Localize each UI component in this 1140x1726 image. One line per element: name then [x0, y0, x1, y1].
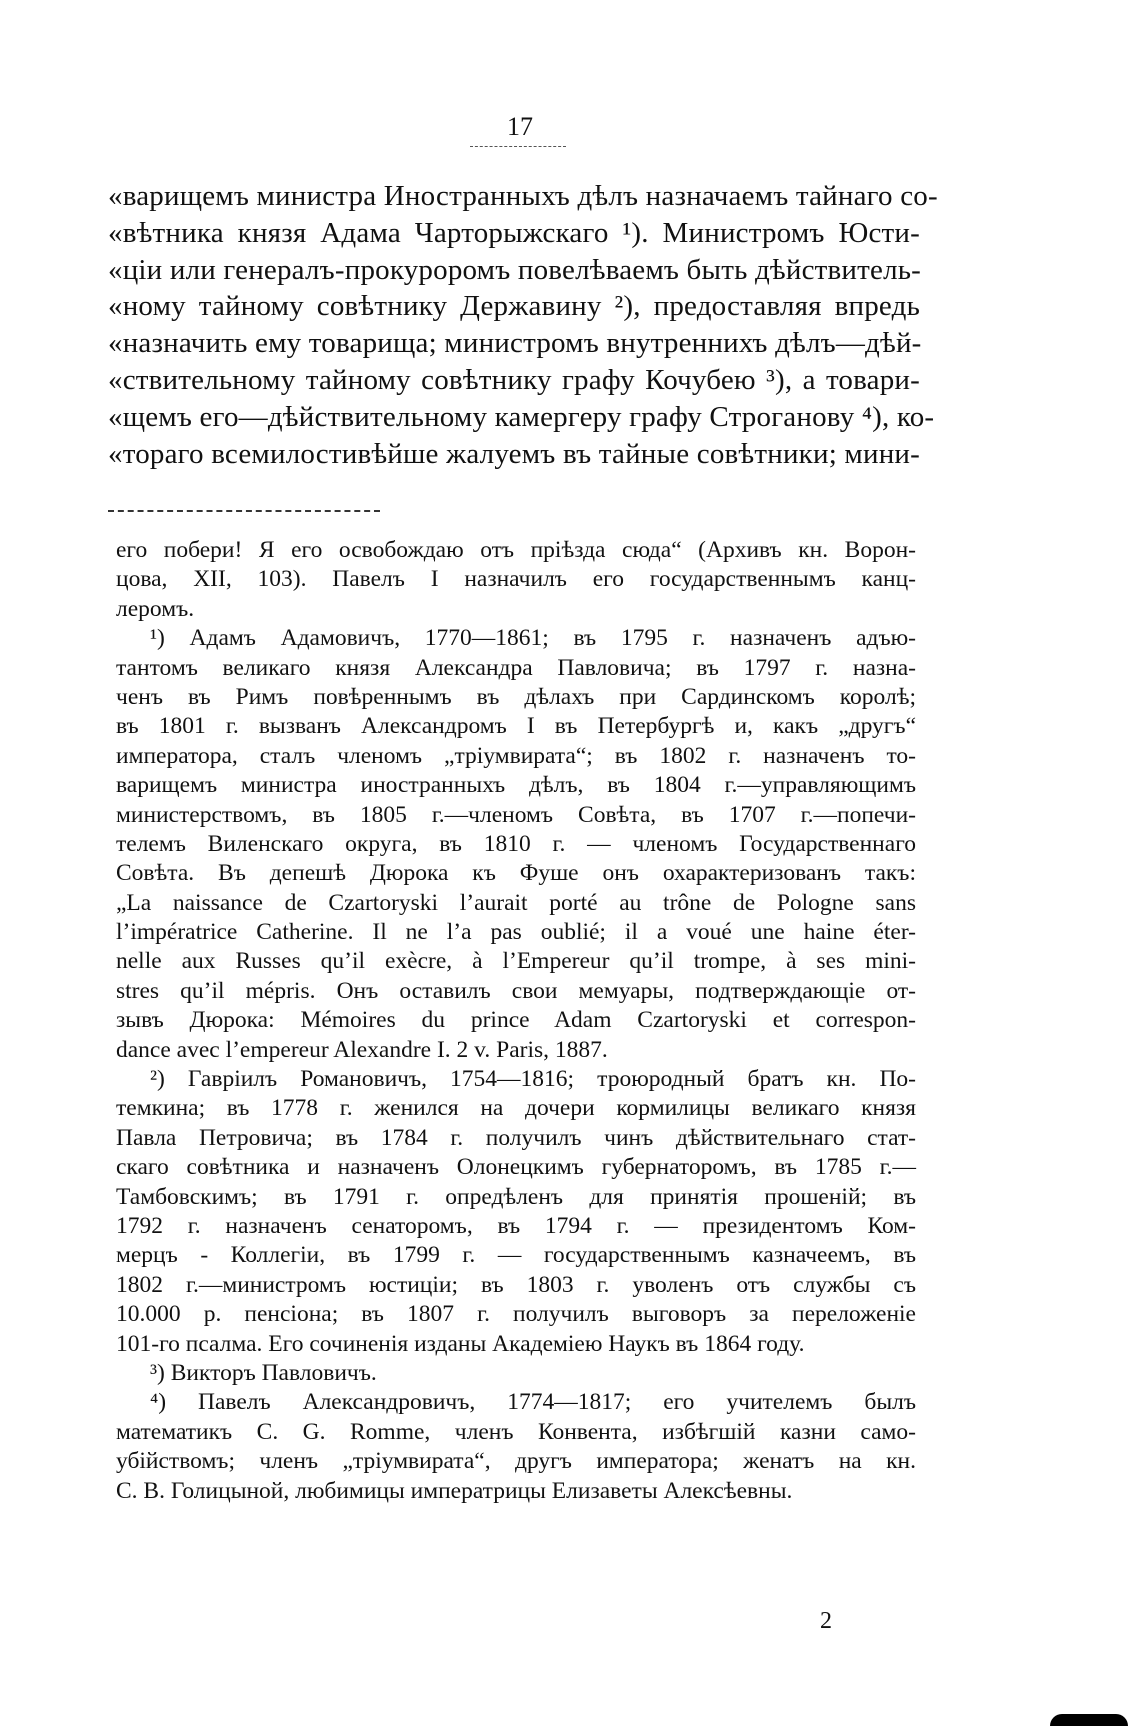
footnote-line: 10.000 р. пенсіона; въ 1807 г. получилъ выговоръ за переложеніе — [116, 1301, 916, 1328]
footnote-line: stres qu’il mépris. Онъ оставилъ свои мемуары, подтверждающіе от- — [116, 977, 916, 1004]
footnote-line: ¹) Адамъ Адамовичъ, 1770—1861; въ 1795 г. назначенъ адъю- — [150, 625, 916, 652]
footnote-line: убійствомъ; членъ „тріумвирата“, другъ императора; женатъ на кн. — [116, 1448, 916, 1475]
footnote-line: въ 1801 г. вызванъ Александромъ I въ Петербургѣ и, какъ „другъ“ — [116, 713, 916, 740]
footnote-line: тантомъ великаго князя Александра Павловича; въ 1797 г. назна- — [116, 654, 916, 681]
footnote-line: 1792 г. назначенъ сенаторомъ, въ 1794 г. — президентомъ Ком- — [116, 1212, 916, 1239]
main-text-line: «щемъ его—дѣйствительному камергеру графу Строганову ⁴), ко- — [108, 400, 935, 433]
footnote-line: Совѣта. Въ депешѣ Дюрока къ Фуше онъ охарактеризованъ такъ: — [116, 860, 916, 887]
footnote-line: nelle aux Russes qu’il exècre, à l’Empereur qu’il trompe, à ses mini- — [116, 948, 916, 975]
signature-mark: 2 — [820, 1608, 832, 1634]
footnote-line: ченъ въ Римъ повѣреннымъ въ дѣлахъ при Сардинскомъ королѣ; — [116, 683, 916, 710]
footnote-line: темкина; въ 1778 г. женился на дочери кормилицы великаго князя — [116, 1095, 916, 1122]
main-text-line: «варищемъ министра Иностранныхъ дѣлъ назначаемъ тайнаго со- — [108, 180, 938, 212]
main-text-line: «ному тайному совѣтнику Державину ²), предоставляя впредь — [108, 290, 920, 323]
corner-scan-mark — [1050, 1714, 1128, 1726]
main-text-line: «ствительному тайному совѣтнику графу Кочубею ³), а товари- — [108, 363, 920, 396]
footnote-separator — [108, 510, 380, 512]
footnote-line: dance avec l’empereur Alexandre I. 2 v. Paris, 1887. — [116, 1036, 608, 1063]
footnote-line: скаго совѣтника и назначенъ Олонецкимъ губернаторомъ, въ 1785 г.— — [116, 1154, 916, 1181]
footnote-line: ²) Гавріилъ Романовичъ, 1754—1816; троюродный братъ кн. По- — [150, 1066, 916, 1093]
footnote-line: цова, XII, 103). Павелъ I назначилъ его государственнымъ канц- — [116, 566, 916, 593]
footnote-line: мерцъ - Коллегіи, въ 1799 г. — государственнымъ казначеемъ, въ — [116, 1242, 916, 1269]
footnote-line: Тамбовскимъ; въ 1791 г. опредѣленъ для принятія прошеній; въ — [116, 1183, 916, 1210]
footnote-line: зывъ Дюрока: Mémoires du prince Adam Czartoryski et correspon- — [116, 1007, 916, 1034]
footnote-line: его побери! Я его освобождаю отъ пріѣзда сюда“ (Архивъ кн. Ворон- — [116, 537, 916, 563]
footnote-line: телемъ Виленскаго округа, въ 1810 г. — членомъ Государственнаго — [116, 830, 916, 857]
footnote-line: 1802 г.—министромъ юстиціи; въ 1803 г. уволенъ отъ службы съ — [116, 1271, 916, 1298]
footnote-line: леромъ. — [116, 595, 195, 622]
footnote-line: „La naissance de Czartoryski l’aurait porté au trône de Pologne sans — [116, 889, 916, 916]
footnote-line: С. В. Голицыной, любимицы императрицы Елизаветы Алексѣевны. — [116, 1477, 793, 1504]
main-text-line: «тораго всемилостивѣйше жалуемъ въ тайные совѣтники; мини- — [108, 437, 920, 470]
main-text-line: «назначить ему товарища; министромъ внутреннихъ дѣлъ—дѣй- — [108, 327, 922, 360]
footnote-line: 101-го псалма. Его сочиненія изданы Академіею Наукъ въ 1864 году. — [116, 1330, 805, 1357]
footnote-line: ³) Викторъ Павловичъ. — [150, 1359, 377, 1386]
page-number: 17 — [507, 112, 533, 141]
footnote-line: императора, сталъ членомъ „тріумвирата“; въ 1802 г. назначенъ то- — [116, 742, 916, 769]
page-number-rule — [470, 146, 566, 147]
main-text-line: «вѣтника князя Адама Чарторыжскаго ¹). Министромъ Юсти- — [108, 216, 920, 249]
footnote-line: варищемъ министра иностранныхъ дѣлъ, въ 1804 г.—управляющимъ — [116, 772, 916, 799]
footnote-line: ⁴) Павелъ Александровичъ, 1774—1817; его учителемъ былъ — [150, 1389, 916, 1416]
footnote-line: математикъ C. G. Romme, членъ Конвента, избѣгшій казни само- — [116, 1418, 916, 1445]
main-text-line: «ціи или генералъ-прокуроромъ повелѣваемъ быть дѣйствитель- — [108, 253, 922, 286]
footnotes — [116, 536, 916, 1506]
footnote-line: Павла Петровича; въ 1784 г. получилъ чинъ дѣйствительнаго стат- — [116, 1124, 916, 1151]
footnote-line: министерствомъ, въ 1805 г.—членомъ Совѣта, въ 1707 г.—попечи- — [116, 801, 916, 828]
footnote-line: l’impératrice Catherine. Il ne l’a pas oublié; il a voué une haine éter- — [116, 919, 916, 946]
main-text — [108, 178, 938, 472]
